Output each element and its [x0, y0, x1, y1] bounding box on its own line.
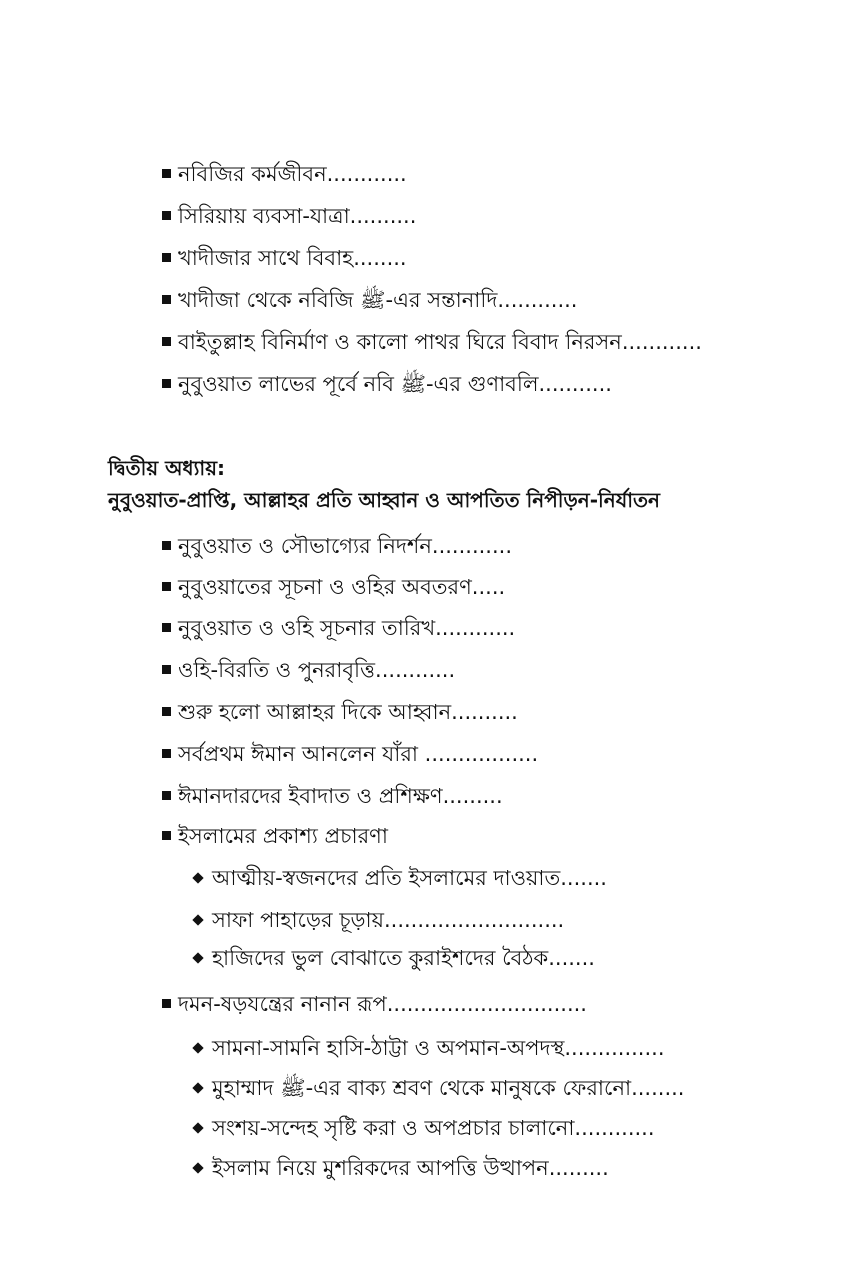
list-item: ওহি-বিরতি ও পুনরাবৃত্তি............	[162, 656, 455, 684]
sub-list-item: ইসলাম নিয়ে মুশরিকদের আপত্তি উত্থাপন.........	[194, 1154, 609, 1182]
diamond-bullet-icon	[192, 1082, 203, 1093]
diamond-bullet-icon	[192, 872, 203, 883]
sub-list-item: আত্মীয়-স্বজনদের প্রতি ইসলামের দাওয়াত.......	[194, 864, 607, 892]
sub-list-item: সাফা পাহাড়ের চূড়ায়...........................	[194, 906, 564, 934]
square-bullet-icon	[162, 831, 171, 840]
list-item: শুরু হলো আল্লাহর দিকে আহ্বান..........	[162, 698, 518, 726]
list-item: ঈমানদারদের ইবাদাত ও প্রশিক্ষণ.........	[162, 782, 503, 810]
diamond-bullet-icon	[192, 1042, 203, 1053]
list-item: সিরিয়ায় ব্যবসা-যাত্রা..........	[162, 202, 416, 230]
square-bullet-icon	[162, 623, 171, 632]
sub-list-item: হাজিদের ভুল বোঝাতে কুরাইশদের বৈঠক.......	[194, 944, 595, 972]
diamond-bullet-icon	[192, 1122, 203, 1133]
square-bullet-icon	[162, 791, 171, 800]
list-item: নুবুওয়াত ও ওহি সূচনার তারিখ............	[162, 614, 515, 642]
chapter-title: নুবুওয়াত-প্রাপ্তি, আল্লাহর প্রতি আহ্বান ও আপতিত নিপীড়ন-নির্যাতন	[108, 488, 660, 512]
list-item: নুবুওয়াত লাভের পূর্বে নবি ﷺ-এর গুণাবলি...........	[162, 370, 612, 398]
sub-list-item: মুহাম্মাদ ﷺ-এর বাক্য শ্রবণ থেকে মানুষকে ফেরানো........	[194, 1074, 684, 1102]
square-bullet-icon	[162, 999, 171, 1008]
square-bullet-icon	[162, 665, 171, 674]
square-bullet-icon	[162, 379, 171, 388]
list-item: নুবুওয়াতের সূচনা ও ওহির অবতরণ.....	[162, 573, 505, 601]
square-bullet-icon	[162, 582, 171, 591]
square-bullet-icon	[162, 749, 171, 758]
chapter-heading: দ্বিতীয় অধ্যায়:	[108, 456, 225, 480]
list-item: ইসলামের প্রকাশ্য প্রচারণা	[162, 822, 388, 850]
sub-list-item: সংশয়-সন্দেহ সৃষ্টি করা ও অপপ্রচার চালানো............	[194, 1114, 655, 1142]
square-bullet-icon	[162, 541, 171, 550]
list-item: খাদীজার সাথে বিবাহ........	[162, 244, 407, 272]
diamond-bullet-icon	[192, 952, 203, 963]
diamond-bullet-icon	[192, 914, 203, 925]
list-item: খাদীজা থেকে নবিজি ﷺ-এর সন্তানাদি............	[162, 286, 577, 314]
list-item: বাইতুল্লাহ বিনির্মাণ ও কালো পাথর ঘিরে বিবাদ নিরসন............	[162, 328, 702, 356]
square-bullet-icon	[162, 337, 171, 346]
square-bullet-icon	[162, 169, 171, 178]
square-bullet-icon	[162, 211, 171, 220]
list-item: নুবুওয়াত ও সৌভাগ্যের নিদর্শন............	[162, 532, 512, 560]
list-item: নবিজির কর্মজীবন............	[162, 160, 407, 188]
square-bullet-icon	[162, 253, 171, 262]
list-item: সর্বপ্রথম ঈমান আনলেন যাঁরা .................	[162, 740, 538, 768]
list-item: দমন-ষড়যন্ত্রের নানান রূপ..............................	[162, 990, 587, 1018]
square-bullet-icon	[162, 295, 171, 304]
diamond-bullet-icon	[192, 1162, 203, 1173]
sub-list-item: সামনা-সামনি হাসি-ঠাট্টা ও অপমান-অপদস্থ...............	[194, 1034, 665, 1062]
square-bullet-icon	[162, 707, 171, 716]
